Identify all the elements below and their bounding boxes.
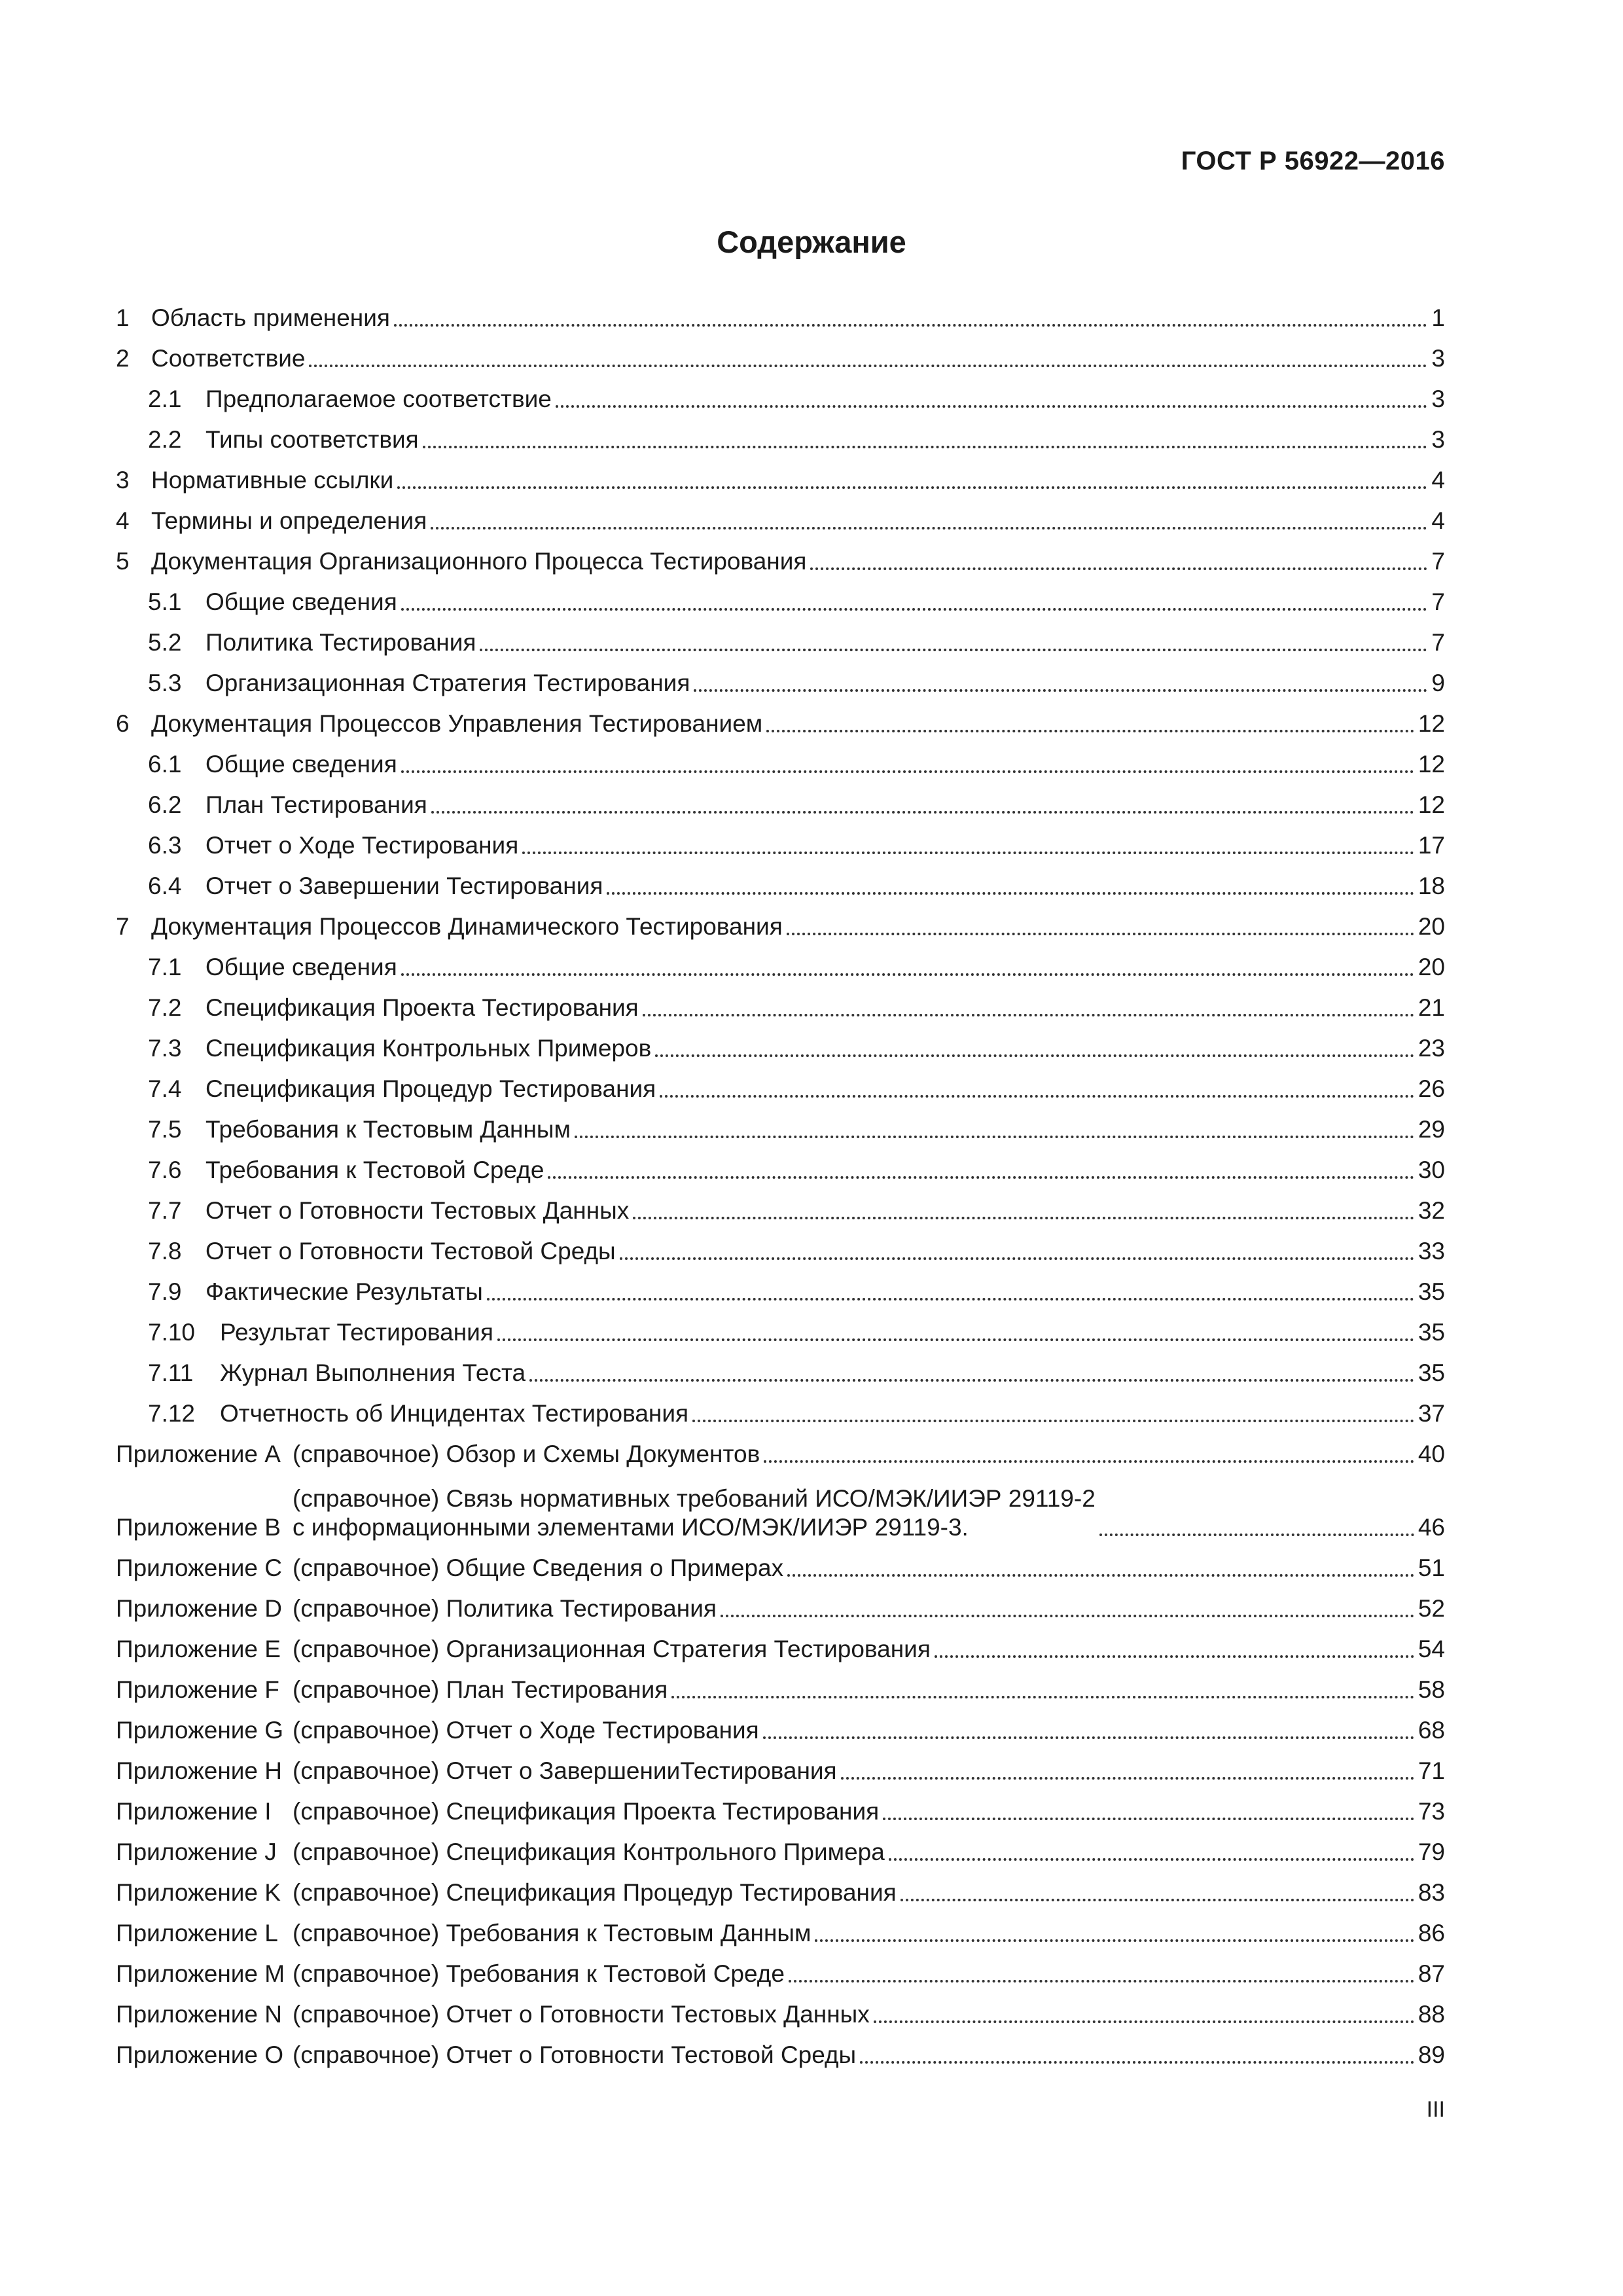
toc-leader-dots bbox=[401, 973, 1414, 976]
toc-leader-dots bbox=[787, 1574, 1414, 1577]
toc-appendix-entry[interactable] bbox=[116, 1623, 1445, 1664]
toc-entry-label-block bbox=[145, 547, 806, 576]
toc-leader-dots bbox=[841, 1777, 1414, 1780]
toc-entry-number: 2.1 bbox=[148, 386, 182, 412]
toc-entry-label: Политика Тестирования bbox=[205, 629, 476, 656]
toc-leader-dots bbox=[764, 1460, 1414, 1463]
toc-entry-label-block bbox=[199, 1196, 629, 1225]
toc-appendix-label-block bbox=[286, 1878, 897, 1907]
toc-leader-dots bbox=[901, 1899, 1414, 1901]
toc-appendix-label-block bbox=[286, 1676, 668, 1704]
toc-appendix-label: (справочное) Спецификация Проекта Тестирования bbox=[293, 1798, 880, 1825]
toc-entry-label-block bbox=[199, 669, 690, 698]
toc-appendix-label-block bbox=[286, 1594, 717, 1623]
toc-entry-label-block bbox=[199, 791, 427, 819]
toc-entry-label-block bbox=[199, 872, 603, 901]
toc-appendix-entry[interactable] bbox=[116, 2029, 1445, 2070]
toc-entry-number: 1 bbox=[116, 304, 130, 331]
toc-entry-page: 21 bbox=[1418, 994, 1445, 1021]
toc-appendix-page: 86 bbox=[1418, 1920, 1445, 1946]
toc-entry-label: Общие сведения bbox=[205, 751, 397, 778]
toc-entry[interactable] bbox=[116, 373, 1445, 414]
toc-leader-dots bbox=[935, 1655, 1414, 1658]
toc-entry-page: 35 bbox=[1418, 1319, 1445, 1346]
toc-entry[interactable] bbox=[116, 657, 1445, 698]
toc-entry-label: Документация Процессов Динамического Тестирования bbox=[151, 913, 783, 940]
toc-appendix-page: 73 bbox=[1418, 1798, 1445, 1825]
toc-leader-dots bbox=[401, 608, 1428, 611]
toc-entry[interactable] bbox=[116, 454, 1445, 495]
toc-appendix-page: 58 bbox=[1418, 1676, 1445, 1703]
toc-appendix-label-continuation: с информационными элементами ИСО/МЭК/ИИЭР 29119-3. bbox=[293, 1514, 969, 1541]
toc-leader-dots bbox=[529, 1379, 1414, 1382]
toc-entry-label-block bbox=[199, 1156, 544, 1185]
toc-appendix-entry[interactable] bbox=[116, 1542, 1445, 1583]
toc-entry-number: 2 bbox=[116, 345, 130, 372]
toc-appendix-label-block bbox=[286, 1440, 760, 1469]
toc-entry-page: 30 bbox=[1418, 1157, 1445, 1183]
toc-entry[interactable] bbox=[116, 535, 1445, 576]
toc-entry-number: 7 bbox=[116, 913, 130, 940]
toc-appendix-label-block bbox=[286, 1757, 837, 1785]
toc-entry-page: 29 bbox=[1418, 1116, 1445, 1143]
toc-entry-page: 7 bbox=[1431, 548, 1445, 575]
toc-entry-label: Результат Тестирования bbox=[220, 1319, 493, 1346]
toc-entry-number: 5 bbox=[116, 548, 130, 575]
toc-entry-label-block bbox=[145, 466, 393, 495]
toc-entry-number: 7.7 bbox=[148, 1197, 182, 1224]
toc-leader-dots bbox=[874, 2020, 1414, 2023]
toc-appendix-page: 89 bbox=[1418, 2041, 1445, 2068]
toc-entry[interactable] bbox=[116, 901, 1445, 941]
toc-entry-label-block bbox=[199, 425, 419, 454]
toc-appendix-entry[interactable] bbox=[116, 1826, 1445, 1867]
toc-entry-label: Фактические Результаты bbox=[205, 1278, 483, 1305]
toc-entry-page: 7 bbox=[1431, 629, 1445, 656]
toc-appendix-entry[interactable] bbox=[116, 1704, 1445, 1745]
toc-appendix-label-block bbox=[286, 1484, 1096, 1542]
toc-appendix-prefix: Приложение C bbox=[116, 1554, 283, 1581]
toc-entry-label-block bbox=[199, 1237, 616, 1266]
toc-entry-label: Общие сведения bbox=[205, 954, 397, 980]
toc-entry[interactable] bbox=[116, 1306, 1445, 1347]
toc-leader-dots bbox=[1099, 1534, 1414, 1536]
toc-leader-dots bbox=[431, 527, 1427, 529]
toc-entry[interactable] bbox=[116, 1225, 1445, 1266]
toc-entry-label: Требования к Тестовым Данным bbox=[205, 1116, 571, 1143]
toc-appendix-prefix: Приложение H bbox=[116, 1757, 283, 1784]
toc-appendix-page: 68 bbox=[1418, 1717, 1445, 1744]
toc-appendix-label: (справочное) Отчет о Готовности Тестовых Данных bbox=[293, 2001, 870, 2028]
toc-entry[interactable] bbox=[116, 495, 1445, 535]
toc-appendix-page: 79 bbox=[1418, 1839, 1445, 1865]
toc-leader-dots bbox=[401, 770, 1414, 773]
toc-leader-dots bbox=[556, 405, 1428, 408]
toc-appendix-entry[interactable] bbox=[116, 1988, 1445, 2029]
toc-entry[interactable] bbox=[116, 941, 1445, 982]
toc-leader-dots bbox=[497, 1338, 1414, 1341]
toc-entry-label-block bbox=[145, 912, 783, 941]
toc-entry-number: 7.6 bbox=[148, 1157, 182, 1183]
toc-entry-page: 26 bbox=[1418, 1075, 1445, 1102]
toc-leader-dots bbox=[763, 1736, 1414, 1739]
toc-appendix-prefix: Приложение J bbox=[116, 1839, 277, 1865]
toc-entry-number: 7.4 bbox=[148, 1075, 182, 1102]
toc-entry-label-block bbox=[199, 994, 639, 1022]
toc-appendix-page: 87 bbox=[1418, 1960, 1445, 1987]
toc-entry-label: Требования к Тестовой Среде bbox=[205, 1157, 544, 1183]
toc-appendix-label: (справочное) Общие Сведения о Примерах bbox=[293, 1554, 784, 1581]
toc-entry-label-block bbox=[145, 507, 427, 535]
toc-entry-label: Отчетность об Инцидентах Тестирования bbox=[220, 1400, 689, 1427]
toc-leader-dots bbox=[810, 567, 1427, 570]
toc-appendix-page: 46 bbox=[1418, 1514, 1445, 1541]
toc-entry-page: 33 bbox=[1418, 1238, 1445, 1265]
toc-appendix-label-block bbox=[286, 2041, 856, 2070]
toc-entry[interactable] bbox=[116, 617, 1445, 657]
toc-appendix-label: (справочное) Обзор и Схемы Документов bbox=[293, 1441, 760, 1467]
toc-appendix-entry[interactable] bbox=[116, 1664, 1445, 1704]
toc-entry-label: План Тестирования bbox=[205, 791, 427, 818]
toc-appendix-label-block bbox=[286, 2000, 870, 2029]
toc-entry-number: 7.10 bbox=[148, 1319, 196, 1346]
toc-appendix-prefix: Приложение A bbox=[116, 1441, 281, 1467]
toc-appendix-label-block bbox=[286, 1554, 783, 1583]
toc-leader-dots bbox=[860, 2061, 1414, 2064]
toc-appendix-label: (справочное) Отчет о Готовности Тестовой Среды bbox=[293, 2041, 857, 2068]
toc-entry-label: Документация Организационного Процесса Тестирования bbox=[151, 548, 807, 575]
toc-leader-dots bbox=[575, 1136, 1414, 1138]
toc-leader-dots bbox=[815, 1939, 1414, 1942]
toc-entry-page: 1 bbox=[1431, 304, 1445, 331]
toc-entry-page: 4 bbox=[1431, 467, 1445, 493]
toc-entry-label: Отчет о Ходе Тестирования bbox=[205, 832, 519, 859]
toc-appendix-page: 83 bbox=[1418, 1879, 1445, 1906]
toc-appendix-entry[interactable] bbox=[116, 1469, 1445, 1542]
toc-entry-label: Общие сведения bbox=[205, 588, 397, 615]
toc-entry[interactable] bbox=[116, 292, 1445, 332]
toc-entry-label-block bbox=[145, 344, 305, 373]
toc-leader-dots bbox=[721, 1615, 1414, 1617]
toc-entry-label-block bbox=[199, 1115, 571, 1144]
toc-entry-label: Спецификация Контрольных Примеров bbox=[205, 1035, 652, 1062]
toc-entry-label: Спецификация Проекта Тестирования bbox=[205, 994, 639, 1021]
toc-entry[interactable] bbox=[116, 1022, 1445, 1063]
toc-leader-dots bbox=[633, 1217, 1414, 1219]
toc-entry-label: Документация Процессов Управления Тестированием bbox=[151, 710, 763, 737]
toc-entry-number: 6.4 bbox=[148, 872, 182, 899]
toc-title: Содержание bbox=[717, 224, 906, 259]
toc-leader-dots bbox=[655, 1054, 1414, 1057]
table-of-contents bbox=[116, 292, 1445, 2070]
toc-appendix-label: (справочное) Требования к Тестовой Среде bbox=[293, 1960, 785, 1987]
toc-appendix-label-block bbox=[286, 1838, 885, 1867]
toc-entry-number: 6.2 bbox=[148, 791, 182, 818]
toc-leader-dots bbox=[423, 446, 1428, 448]
toc-leader-dots bbox=[548, 1176, 1414, 1179]
toc-entry-number: 6.1 bbox=[148, 751, 182, 778]
toc-entry-page: 20 bbox=[1418, 954, 1445, 980]
toc-entry[interactable] bbox=[116, 738, 1445, 779]
toc-appendix-prefix: Приложение E bbox=[116, 1636, 281, 1662]
toc-appendix-label: (справочное) Спецификация Контрольного Примера bbox=[293, 1839, 885, 1865]
toc-leader-dots bbox=[607, 892, 1414, 895]
toc-entry-number: 5.1 bbox=[148, 588, 182, 615]
toc-entry-label: Журнал Выполнения Теста bbox=[220, 1359, 526, 1386]
toc-appendix-label-block bbox=[286, 1960, 785, 1988]
toc-leader-dots bbox=[883, 1818, 1414, 1820]
toc-entry[interactable] bbox=[116, 1347, 1445, 1388]
toc-entry-label: Область применения bbox=[151, 304, 390, 331]
toc-entry[interactable] bbox=[116, 1063, 1445, 1103]
toc-appendix-page: 54 bbox=[1418, 1636, 1445, 1662]
toc-appendix-label-block bbox=[286, 1919, 811, 1948]
toc-entry-number: 7.8 bbox=[148, 1238, 182, 1265]
toc-entry-label: Отчет о Завершении Тестирования bbox=[205, 872, 603, 899]
toc-entry-page: 9 bbox=[1431, 670, 1445, 696]
toc-leader-dots bbox=[522, 852, 1414, 854]
toc-leader-dots bbox=[660, 1095, 1414, 1098]
toc-appendix-label-block bbox=[286, 1797, 879, 1826]
toc-entry[interactable] bbox=[116, 982, 1445, 1022]
toc-appendix-entry[interactable] bbox=[116, 1907, 1445, 1948]
toc-appendix-prefix: Приложение B bbox=[116, 1514, 281, 1541]
toc-entry-label-block bbox=[199, 831, 518, 860]
toc-entry[interactable] bbox=[116, 1185, 1445, 1225]
toc-entry-page: 18 bbox=[1418, 872, 1445, 899]
toc-entry-label-block bbox=[199, 385, 552, 414]
toc-entry[interactable] bbox=[116, 576, 1445, 617]
toc-entry-label-block bbox=[199, 628, 476, 657]
toc-entry-number: 3 bbox=[116, 467, 130, 493]
toc-appendix-label: (справочное) Спецификация Процедур Тестирования bbox=[293, 1879, 897, 1906]
standard-designation: ГОСТ Р 56922—2016 bbox=[1181, 147, 1445, 175]
toc-leader-dots bbox=[394, 324, 1427, 327]
toc-entry-page: 35 bbox=[1418, 1278, 1445, 1305]
toc-entry-label-block bbox=[213, 1318, 493, 1347]
toc-appendix-page: 71 bbox=[1418, 1757, 1445, 1784]
toc-appendix-page: 88 bbox=[1418, 2001, 1445, 2028]
toc-appendix-prefix: Приложение N bbox=[116, 2001, 283, 2028]
toc-entry-number: 7.2 bbox=[148, 994, 182, 1021]
toc-appendix-label: (справочное) План Тестирования bbox=[293, 1676, 668, 1703]
toc-entry-page: 20 bbox=[1418, 913, 1445, 940]
toc-entry-number: 4 bbox=[116, 507, 130, 534]
toc-entry-page: 3 bbox=[1431, 426, 1445, 453]
toc-leader-dots bbox=[487, 1298, 1414, 1300]
toc-entry-page: 3 bbox=[1431, 386, 1445, 412]
toc-entry-page: 32 bbox=[1418, 1197, 1445, 1224]
toc-entry-label: Организационная Стратегия Тестирования bbox=[205, 670, 690, 696]
toc-entry[interactable] bbox=[116, 1144, 1445, 1185]
toc-appendix-prefix: Приложение K bbox=[116, 1879, 281, 1906]
toc-leader-dots bbox=[789, 1980, 1414, 1982]
toc-entry-label: Спецификация Процедур Тестирования bbox=[205, 1075, 656, 1102]
toc-entry-number: 7.12 bbox=[148, 1400, 196, 1427]
toc-leader-dots bbox=[694, 689, 1427, 692]
toc-entry-label-block bbox=[199, 953, 397, 982]
toc-entry[interactable] bbox=[116, 414, 1445, 454]
toc-entry-page: 35 bbox=[1418, 1359, 1445, 1386]
toc-entry-page: 23 bbox=[1418, 1035, 1445, 1062]
toc-entry-page: 37 bbox=[1418, 1400, 1445, 1427]
toc-entry-label-block bbox=[213, 1359, 526, 1388]
toc-appendix-label: (справочное) Организационная Стратегия Тестирования bbox=[293, 1636, 931, 1662]
toc-entry[interactable] bbox=[116, 1388, 1445, 1428]
toc-entry[interactable] bbox=[116, 1266, 1445, 1306]
toc-entry-label-block bbox=[145, 709, 762, 738]
toc-entry-label-block bbox=[199, 1278, 483, 1306]
toc-leader-dots bbox=[787, 933, 1414, 935]
toc-entry-label-block bbox=[199, 1075, 656, 1103]
toc-appendix-entry[interactable] bbox=[116, 1428, 1445, 1469]
toc-entry-page: 12 bbox=[1418, 791, 1445, 818]
toc-entry-label: Отчет о Готовности Тестовой Среды bbox=[205, 1238, 616, 1265]
toc-entry-number: 7.9 bbox=[148, 1278, 182, 1305]
toc-entry-number: 7.3 bbox=[148, 1035, 182, 1062]
toc-entry[interactable] bbox=[116, 860, 1445, 901]
toc-appendix-prefix: Приложение I bbox=[116, 1798, 272, 1825]
toc-appendix-entry[interactable] bbox=[116, 1948, 1445, 1988]
toc-entry-label: Нормативные ссылки bbox=[151, 467, 394, 493]
toc-entry[interactable] bbox=[116, 698, 1445, 738]
toc-leader-dots bbox=[766, 730, 1414, 732]
toc-entry-page: 12 bbox=[1418, 751, 1445, 778]
toc-entry[interactable] bbox=[116, 819, 1445, 860]
toc-entry-page: 7 bbox=[1431, 588, 1445, 615]
toc-appendix-label-block bbox=[286, 1635, 931, 1664]
toc-leader-dots bbox=[643, 1014, 1414, 1016]
toc-appendix-page: 40 bbox=[1418, 1441, 1445, 1467]
toc-leader-dots bbox=[889, 1858, 1414, 1861]
toc-entry-number: 7.11 bbox=[148, 1359, 194, 1386]
toc-entry-label-block bbox=[213, 1399, 688, 1428]
toc-appendix-entry[interactable] bbox=[116, 1745, 1445, 1785]
toc-entry-label: Термины и определения bbox=[151, 507, 427, 534]
toc-appendix-prefix: Приложение M bbox=[116, 1960, 285, 1987]
toc-appendix-prefix: Приложение L bbox=[116, 1920, 278, 1946]
toc-appendix-label: (справочное) Связь нормативных требований ИСО/МЭК/ИИЭР 29119-2 bbox=[293, 1485, 1096, 1512]
toc-entry-label-block bbox=[145, 304, 390, 332]
toc-leader-dots bbox=[480, 649, 1427, 651]
toc-appendix-entry[interactable] bbox=[116, 1867, 1445, 1907]
toc-leader-dots bbox=[620, 1257, 1414, 1260]
toc-entry[interactable] bbox=[116, 1103, 1445, 1144]
toc-appendix-prefix: Приложение G bbox=[116, 1717, 284, 1744]
toc-entry-page: 17 bbox=[1418, 832, 1445, 859]
toc-entry-label: Предполагаемое соответствие bbox=[205, 386, 552, 412]
toc-appendix-entry[interactable] bbox=[116, 1583, 1445, 1623]
toc-appendix-entry[interactable] bbox=[116, 1785, 1445, 1826]
toc-appendix-prefix: Приложение F bbox=[116, 1676, 279, 1703]
toc-entry-number: 2.2 bbox=[148, 426, 182, 453]
toc-entry-number: 6 bbox=[116, 710, 130, 737]
toc-appendix-page: 52 bbox=[1418, 1595, 1445, 1622]
toc-entry-number: 7.1 bbox=[148, 954, 182, 980]
toc-leader-dots bbox=[309, 365, 1427, 367]
toc-entry-page: 12 bbox=[1418, 710, 1445, 737]
toc-leader-dots bbox=[431, 811, 1414, 814]
toc-entry-label: Типы соответствия bbox=[205, 426, 419, 453]
toc-leader-dots bbox=[397, 486, 1427, 489]
toc-appendix-label-block bbox=[286, 1716, 759, 1745]
toc-entry-number: 7.5 bbox=[148, 1116, 182, 1143]
toc-entry-page: 4 bbox=[1431, 507, 1445, 534]
toc-entry-page: 3 bbox=[1431, 345, 1445, 372]
toc-entry-label: Отчет о Готовности Тестовых Данных bbox=[205, 1197, 630, 1224]
toc-entry-label-block bbox=[199, 1034, 651, 1063]
toc-appendix-label: (справочное) Политика Тестирования bbox=[293, 1595, 717, 1622]
toc-appendix-prefix: Приложение D bbox=[116, 1595, 283, 1622]
toc-entry-label-block bbox=[199, 588, 397, 617]
toc-entry[interactable] bbox=[116, 332, 1445, 373]
toc-entry-number: 6.3 bbox=[148, 832, 182, 859]
toc-leader-dots bbox=[692, 1420, 1414, 1422]
toc-leader-dots bbox=[671, 1696, 1414, 1698]
page-folio: III bbox=[1426, 2097, 1445, 2122]
toc-entry-label: Соответствие bbox=[151, 345, 306, 372]
toc-entry[interactable] bbox=[116, 779, 1445, 819]
toc-entry-number: 5.3 bbox=[148, 670, 182, 696]
toc-appendix-label: (справочное) Отчет о ЗавершенииТестирования bbox=[293, 1757, 837, 1784]
toc-entry-number: 5.2 bbox=[148, 629, 182, 656]
toc-appendix-label: (справочное) Требования к Тестовым Данным bbox=[293, 1920, 812, 1946]
toc-appendix-label: (справочное) Отчет о Ходе Тестирования bbox=[293, 1717, 759, 1744]
toc-entry-label-block bbox=[199, 750, 397, 779]
toc-appendix-page: 51 bbox=[1418, 1554, 1445, 1581]
toc-appendix-prefix: Приложение O bbox=[116, 2041, 284, 2068]
